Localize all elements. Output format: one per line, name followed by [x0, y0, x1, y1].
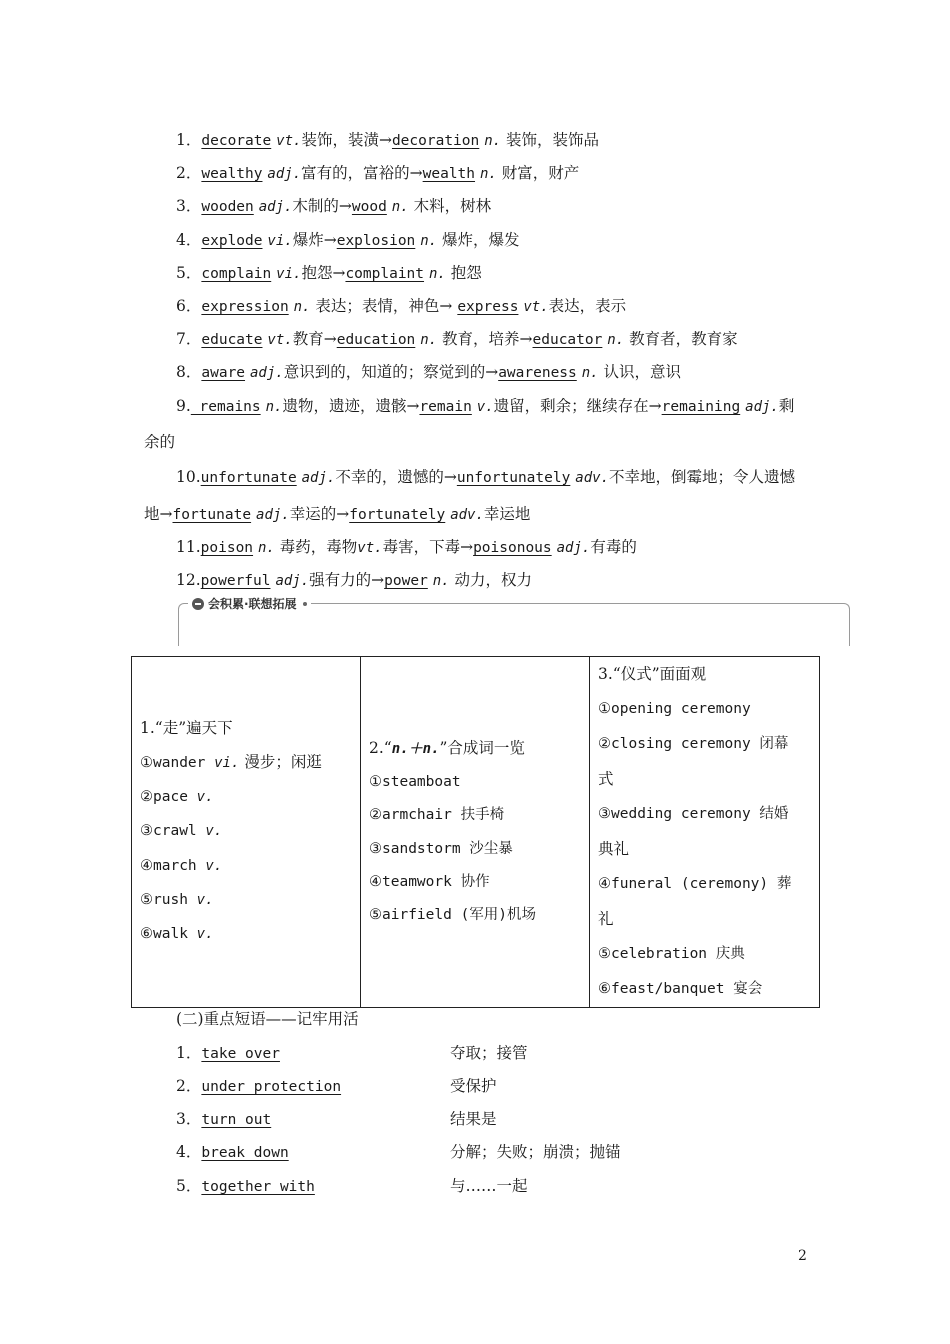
derived-word: awareness — [498, 365, 577, 381]
vocab-word: unfortunate — [200, 470, 297, 486]
vocab-meaning: 富有的，富裕的→ — [301, 164, 423, 182]
vocab-meaning: 木制的→ — [292, 197, 352, 215]
derived-meaning: 抱怨 — [445, 264, 482, 282]
vocab-item-5 — [176, 261, 482, 283]
vocab-word: remains — [190, 399, 261, 415]
cell-title: 2.“n.＋n.”合成词一览 — [369, 738, 525, 757]
vocab-word: wooden — [201, 199, 254, 215]
part-of-speech: n. — [265, 399, 283, 415]
table-cell-ceremonies — [590, 657, 820, 1008]
part-of-speech: adj. — [301, 470, 336, 486]
vocab-item-7 — [176, 327, 738, 349]
vocab-word: wealthy — [201, 166, 263, 182]
vocab-item-9 — [176, 394, 794, 416]
derived-word: remaining — [661, 399, 741, 415]
continued-text: 地→ — [144, 505, 173, 523]
list-item: ⑥feast/banquet 宴会 — [598, 981, 763, 997]
list-item: ⑤rush v. — [140, 891, 214, 908]
cell-title: 3.“仪式”面面观 — [598, 665, 707, 683]
vocab-item-3 — [176, 194, 491, 216]
item-number: 9. — [176, 397, 191, 415]
list-item: ①wander vi. 漫步；闲逛 — [140, 752, 322, 771]
vocab-word: complain — [201, 266, 272, 282]
part-of-speech: vi. — [276, 266, 302, 282]
derived-meaning: 表达，表示 — [548, 297, 627, 315]
part-of-speech: adj. — [249, 365, 284, 381]
part-of-speech: n. — [607, 332, 625, 348]
derived-meaning: 动力，权力 — [449, 571, 533, 589]
part-of-speech: adj. — [267, 166, 302, 182]
vocab-word: aware — [201, 365, 246, 381]
list-item: ②pace v. — [140, 789, 214, 806]
vocab-word: powerful — [200, 573, 271, 589]
list-item: ④funeral (ceremony) 葬 — [598, 876, 792, 892]
derived-meaning: 爆炸，爆发 — [437, 231, 520, 249]
derived-word: education — [336, 332, 416, 348]
phrase-row: 5．together with — [176, 1177, 315, 1195]
item-number: 8． — [176, 363, 202, 381]
dot-icon — [303, 602, 307, 606]
phrase-meaning: 与……一起 — [450, 1177, 528, 1195]
vocab-word: expression — [201, 299, 289, 315]
part-of-speech: n. — [391, 199, 409, 215]
cell-title: 1.“走”遍天下 — [140, 719, 233, 738]
item-number: 6． — [176, 297, 202, 315]
part-of-speech: n. — [432, 573, 450, 589]
part-of-speech: vt. — [267, 332, 293, 348]
phrase-meaning: 分解；失败；崩溃；抛锚 — [450, 1143, 621, 1161]
list-item: ③crawl v. — [140, 823, 223, 840]
vocab-word: poison — [200, 540, 254, 556]
derived-word: fortunately — [349, 507, 446, 523]
vocab-item-10 — [176, 465, 795, 487]
phrase: take over — [201, 1046, 280, 1062]
vocab-meaning: 表达；表情，神色→ — [310, 297, 458, 315]
part-of-speech: v. — [476, 399, 494, 415]
part-of-speech: vt. — [276, 133, 302, 149]
vocab-meaning: 抱怨→ — [301, 264, 346, 282]
derived-word: decoration — [391, 133, 480, 149]
item-number: 7． — [176, 330, 202, 348]
vocab-item-9-continued — [144, 430, 175, 452]
list-item-continued: 式 — [598, 770, 614, 788]
vocab-item-8 — [176, 360, 681, 382]
list-item: ④teamwork 协作 — [369, 873, 490, 890]
list-item: ②closing ceremony 闭幕 — [598, 736, 789, 752]
phrase-meaning: 结果是 — [450, 1110, 497, 1128]
phrase-row: 2．under protection — [176, 1077, 342, 1095]
part-of-speech: n. — [581, 365, 599, 381]
phrase: turn out — [201, 1112, 272, 1128]
derived-word: educator — [532, 332, 603, 348]
part-of-speech: vt. — [523, 299, 549, 315]
derived-word: remain — [419, 399, 472, 415]
part-of-speech: adv. — [450, 507, 484, 523]
item-number: 4． — [176, 231, 202, 249]
derived-meaning: 有毒的 — [590, 538, 637, 556]
derived-word: complaint — [345, 266, 425, 282]
item-number: 3． — [176, 197, 202, 215]
phrase-meaning: 受保护 — [450, 1077, 497, 1095]
section-box-title-text: 会积累·联想拓展 — [208, 597, 297, 611]
derived-meaning: 装饰，装饰品 — [501, 131, 599, 149]
derived-word: power — [384, 573, 428, 589]
phrase-row: 4．break down — [176, 1143, 289, 1161]
part-of-speech: adj. — [556, 540, 591, 556]
derived-word: wood — [351, 199, 387, 215]
vocab-item-12 — [176, 568, 532, 590]
derived-meaning: 木料，树林 — [408, 197, 492, 215]
phrase-row: 3．turn out — [176, 1110, 272, 1128]
list-item: ①opening ceremony — [598, 701, 751, 717]
section-heading: (二)重点短语——记牢用活 — [176, 1010, 359, 1028]
list-item: ④march v. — [140, 857, 223, 874]
derived-meaning: 财富，财产 — [496, 164, 580, 182]
vocab-meaning: 爆炸→ — [292, 231, 337, 249]
item-number: 11. — [176, 538, 201, 556]
list-item: ⑤airfield (军用)机场 — [369, 907, 537, 924]
vocab-item-11 — [176, 535, 637, 557]
vocab-word: educate — [201, 332, 263, 348]
part-of-speech: n. — [420, 233, 438, 249]
vocab-meaning: 装饰，装潢→ — [301, 131, 392, 149]
vocab-meaning: 毒害，下毒→ — [382, 538, 474, 556]
derived-word: express — [457, 299, 519, 315]
vocab-word: explode — [201, 233, 263, 249]
vocab-item-6 — [176, 294, 626, 316]
section-box-title — [188, 595, 311, 612]
derived-word: unfortunately — [456, 470, 571, 486]
part-of-speech: vi. — [267, 233, 293, 249]
vocab-word: decorate — [201, 133, 272, 149]
page-number: 2 — [798, 1248, 807, 1264]
item-number: 2． — [176, 164, 202, 182]
vocab-meaning: 遗物，遗迹，遗骸→ — [282, 397, 420, 415]
list-item: ③sandstorm 沙尘暴 — [369, 840, 513, 857]
part-of-speech: adv. — [575, 470, 609, 486]
derived-meaning: 不幸地，倒霉地；令人遗憾 — [609, 468, 796, 486]
item-number: 10. — [176, 468, 201, 486]
part-of-speech: n. — [257, 540, 275, 556]
derived-word: fortunate — [172, 507, 252, 523]
derived-meaning: 剩 — [778, 397, 795, 415]
vocab-item-2 — [176, 161, 579, 183]
phrase: together with — [201, 1179, 315, 1195]
part-of-speech: n. — [428, 266, 446, 282]
derived-meaning: 教育者，教育家 — [624, 330, 738, 348]
part-of-speech: n. — [479, 166, 497, 182]
part-of-speech: vt. — [357, 540, 383, 556]
continued-text: 余的 — [144, 433, 176, 451]
derived-meaning: 幸运地 — [483, 505, 531, 523]
part-of-speech: adj. — [258, 199, 293, 215]
vocab-meaning: 不幸的，遗憾的→ — [335, 468, 457, 486]
derived-meaning: 认识，意识 — [598, 363, 681, 381]
vocab-meaning: 毒药，毒物 — [274, 538, 358, 556]
vocab-item-10-continued — [144, 502, 530, 524]
vocab-item-1 — [176, 128, 599, 150]
phrase-row: 1．take over — [176, 1044, 280, 1062]
part-of-speech: adj. — [256, 507, 290, 523]
vocab-meaning: 强有力的→ — [309, 571, 385, 589]
list-item-continued: 礼 — [598, 910, 614, 928]
phrase: under protection — [201, 1079, 342, 1095]
derived-meaning: 幸运的→ — [289, 505, 350, 523]
item-number: 1． — [176, 131, 202, 149]
derived-word: poisonous — [473, 540, 552, 556]
derived-word: wealth — [422, 166, 476, 182]
phrase: break down — [201, 1145, 289, 1161]
list-item: ①steamboat — [369, 773, 461, 790]
part-of-speech: n. — [420, 332, 438, 348]
vocab-meaning: 教育→ — [292, 330, 337, 348]
part-of-speech: adj. — [275, 573, 310, 589]
item-number: 5． — [176, 264, 202, 282]
phrase-meaning: 夺取；接管 — [450, 1044, 528, 1062]
part-of-speech: adj. — [745, 399, 779, 415]
table-cell-compound-nouns — [361, 657, 590, 1008]
vocabulary-expansion-table — [131, 656, 820, 1008]
derived-meaning: 教育，培养→ — [437, 330, 533, 348]
book-icon — [192, 598, 204, 610]
table-cell-walk-verbs — [132, 657, 361, 1008]
part-of-speech: n. — [293, 299, 311, 315]
list-item: ⑥walk v. — [140, 926, 214, 943]
item-number: 12. — [176, 571, 201, 589]
derived-meaning: 遗留，剩余；继续存在→ — [493, 397, 662, 415]
list-item: ③wedding ceremony 结婚 — [598, 806, 789, 822]
vocab-item-4 — [176, 228, 520, 250]
vocab-meaning: 意识到的，知道的；察觉到的→ — [283, 363, 499, 381]
list-item-continued: 典礼 — [598, 840, 630, 858]
list-item: ②armchair 扶手椅 — [369, 807, 505, 824]
list-item: ⑤celebration 庆典 — [598, 946, 745, 962]
part-of-speech: n. — [484, 133, 502, 149]
derived-word: explosion — [336, 233, 416, 249]
